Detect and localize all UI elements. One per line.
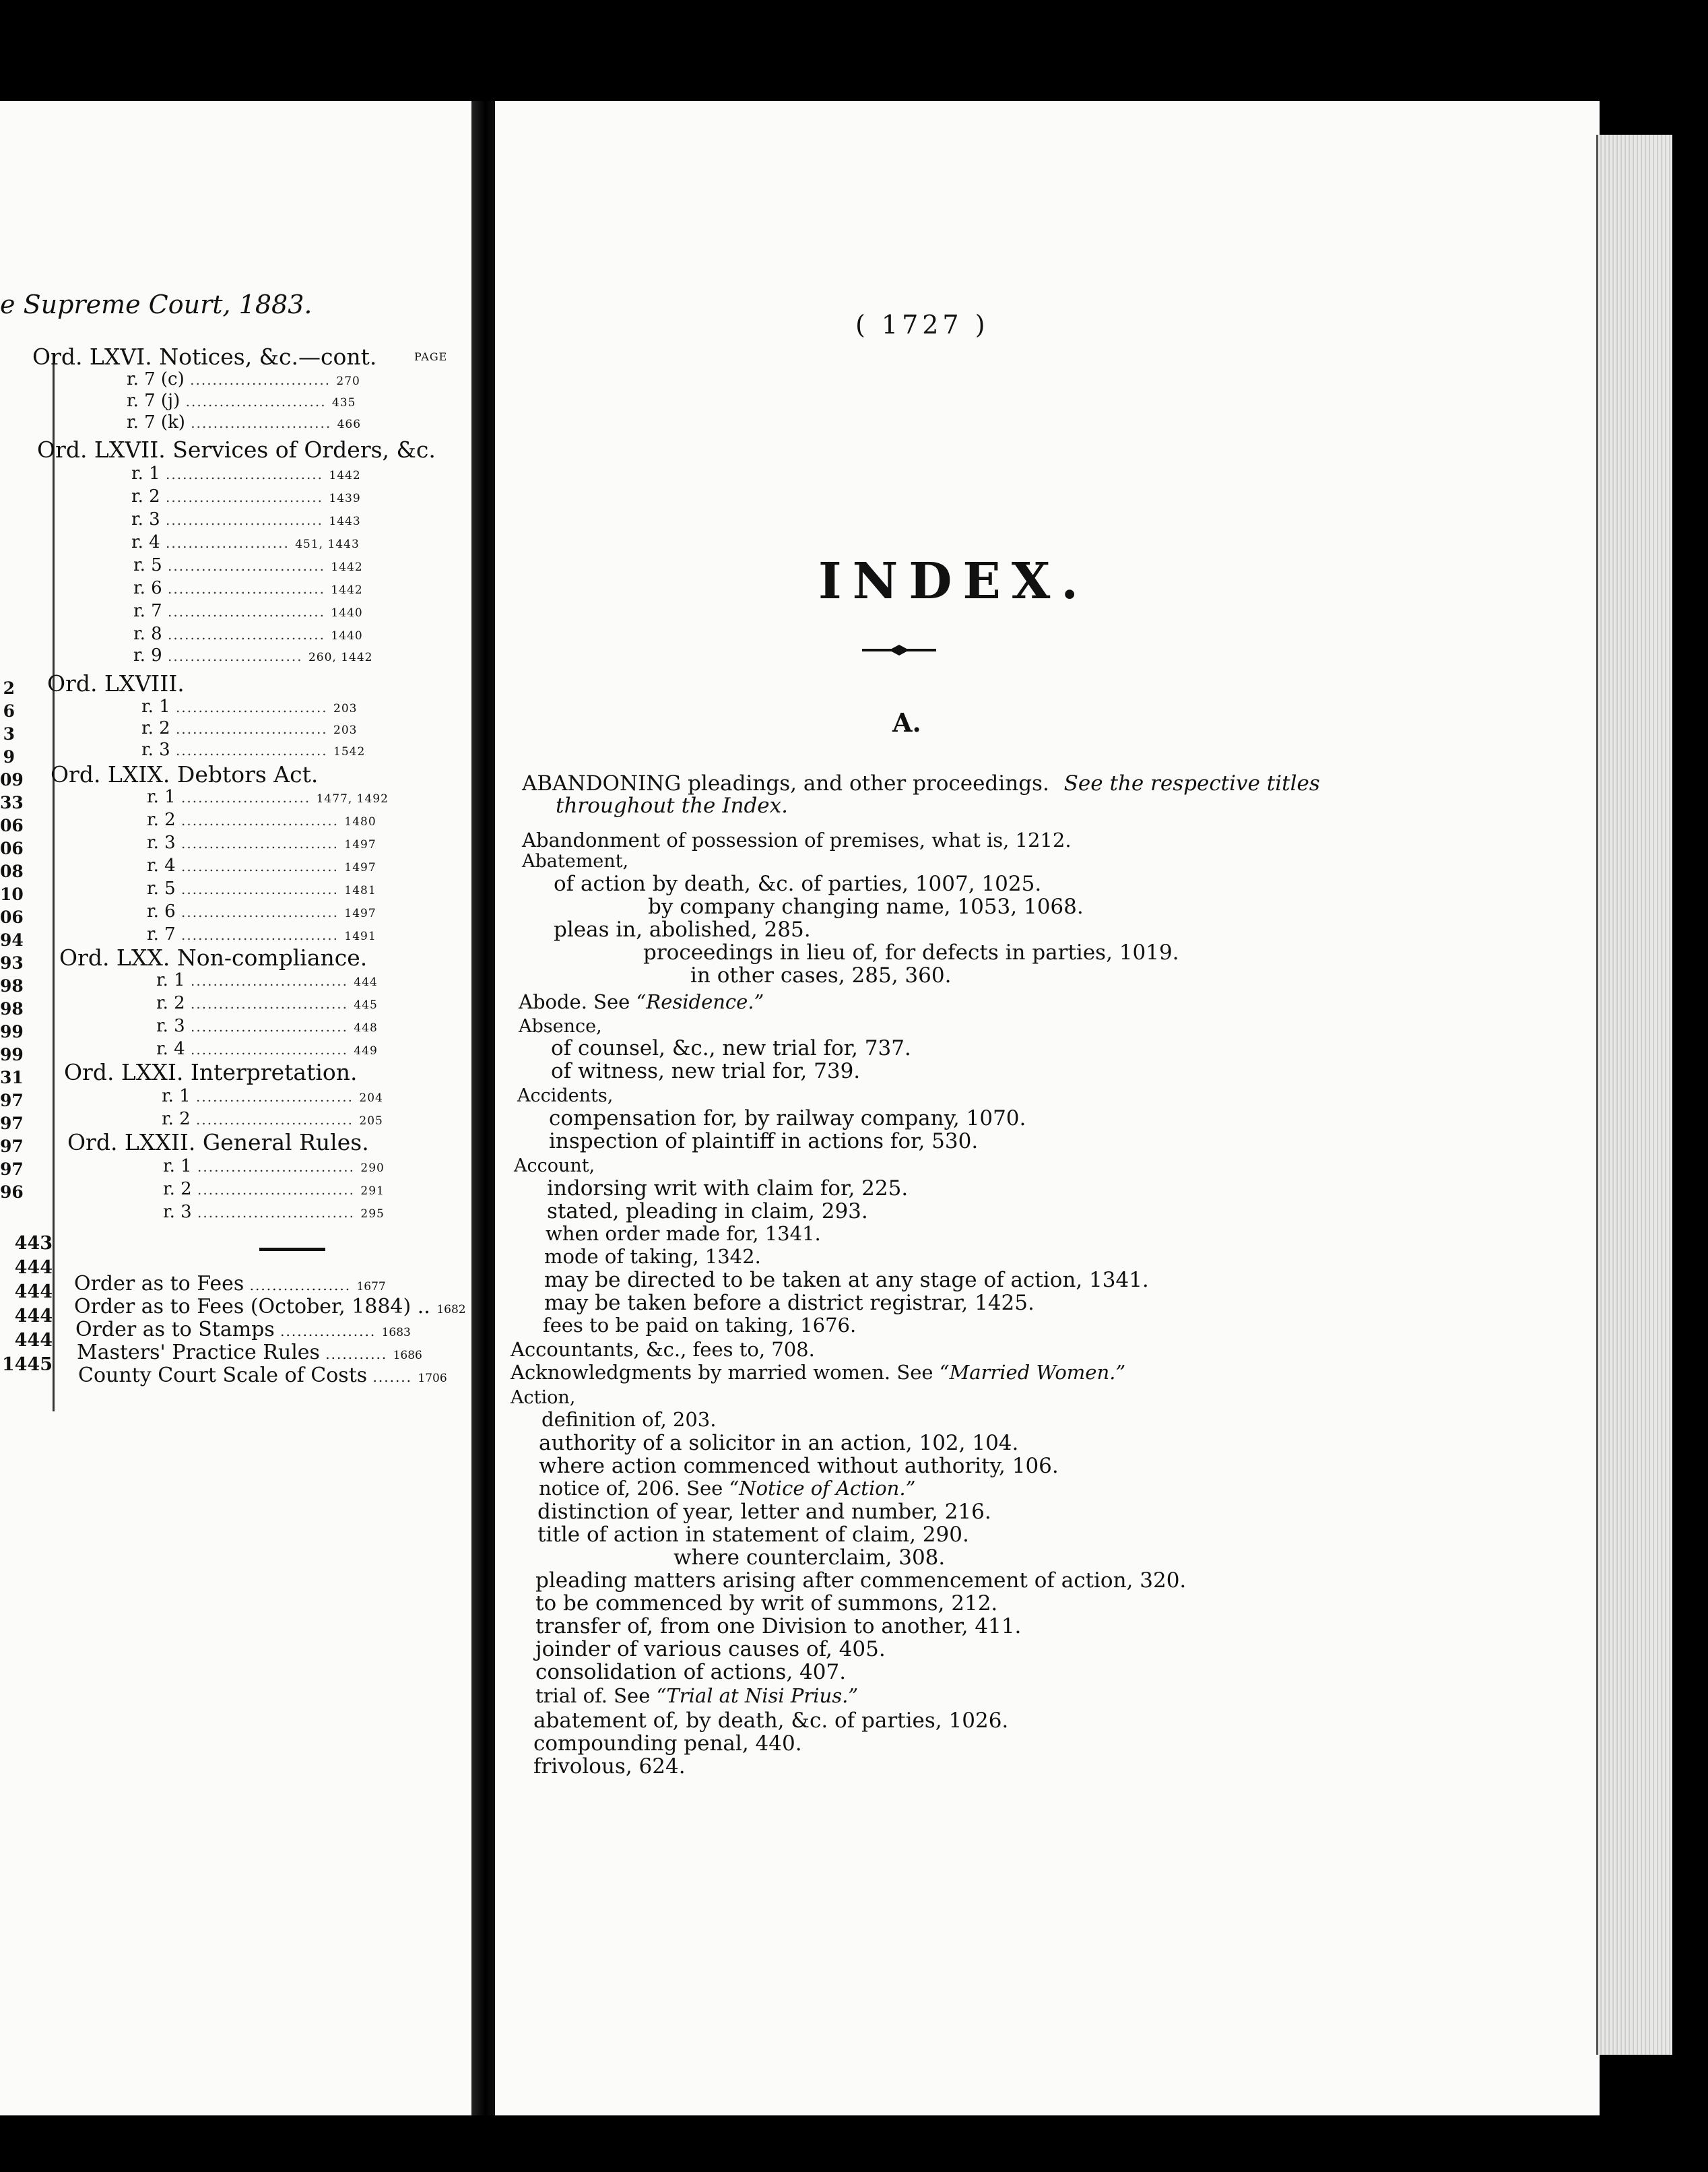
order-heading: Ord. LXVI. Notices, &c.—cont. [32,344,377,370]
index-entry: joinder of various causes of, 405. [535,1637,886,1661]
margin-number: 08 [0,862,24,881]
rule-row: r. 7 (k) ......................... 466 [127,412,362,433]
margin-number: 99 [0,1022,24,1042]
index-entry: Abatement, [522,851,629,872]
margin-number: 6 [3,701,15,721]
margin-number: 06 [0,907,24,927]
rule-row: r. 2 ............................ 1480 [147,810,376,830]
index-entry: by company changing name, 1053, 1068. [648,895,1084,919]
margin-number: 443 [14,1233,53,1254]
margin-number: 33 [0,793,24,812]
index-entry: of counsel, &c., new trial for, 737. [551,1036,911,1060]
order-heading: Ord. LXXI. Interpretation. [64,1059,358,1085]
margin-number: 97 [0,1091,24,1110]
index-entry: indorsing writ with claim for, 225. [547,1176,909,1201]
index-entry: abatement of, by death, &c. of parties, 1026. [533,1708,1009,1733]
section-divider [259,1248,325,1251]
margin-number: 31 [0,1068,24,1087]
index-entry: where action commenced without authority, 106. [539,1454,1059,1478]
rule-row: r. 7 ............................ 1491 [147,924,376,945]
fee-entry: County Court Scale of Costs ....... 1706 [78,1364,447,1387]
rule-row: r. 9 ........................ 260, 1442 [133,645,373,666]
margin-number: 9 [3,747,15,767]
rule-row: r. 2 ............................ 291 [163,1179,385,1199]
order-heading: Ord. LXVIII. [47,670,185,697]
index-entry: proceedings in lieu of, for defects in parties, 1019. [643,940,1179,965]
rule-row: r. 4 ............................ 449 [156,1039,378,1059]
index-entry: may be taken before a district registrar, 1425. [544,1291,1034,1315]
section-letter: A. [892,707,921,738]
order-heading: Ord. LXIX. Debtors Act. [51,761,319,788]
margin-number: 98 [0,999,24,1019]
rule-row: r. 7 (c) ......................... 270 [127,369,360,389]
margin-number: 444 [14,1281,53,1302]
order-heading: Ord. LXXII. General Rules. [67,1129,369,1155]
index-entry: Abode. See “Residence.” [519,990,764,1013]
index-entry: may be directed to be taken at any stage of action, 1341. [544,1268,1149,1292]
fee-entry: Order as to Stamps ................. 1683 [75,1318,411,1341]
margin-number: 06 [0,816,24,835]
order-heading: Ord. LXX. Non-compliance. [59,945,368,971]
page-number: ( 1727 ) [855,310,989,340]
index-entry: stated, pleading in claim, 293. [547,1199,868,1223]
rule-row: r. 1 ....................... 1477, 1492 [147,787,389,807]
rule-row: r. 7 ............................ 1440 [133,601,363,621]
rule-row: r. 3 ............................ 1443 [131,509,361,530]
index-entry: notice of, 206. See “Notice of Action.” [539,1477,916,1500]
index-entry: Abandonment of possession of premises, what is, 1212. [522,829,1072,852]
page-column-label: PAGE [414,350,448,363]
rule-row: r. 2 ........................... 203 [141,718,358,738]
margin-number: 10 [0,885,24,904]
index-title: INDEX. [818,552,1090,610]
index-entry: to be commenced by writ of summons, 212. [535,1591,998,1616]
left-vertical-rule [53,354,55,1411]
left-running-head: e Supreme Court, 1883. [0,290,313,319]
margin-number: 93 [0,953,24,973]
page-edges [1596,135,1672,2055]
rule-row: r. 1 ............................ 444 [156,970,378,990]
margin-number: 98 [0,976,24,996]
margin-number: 97 [0,1114,24,1133]
rule-row: r. 2 ............................ 1439 [131,486,361,507]
margin-number: 96 [0,1182,24,1202]
ornament-dash-icon [862,643,936,657]
index-entry: trial of. See “Trial at Nisi Prius.” [535,1684,859,1707]
rule-row: r. 3 ........................... 1542 [141,740,366,760]
index-entry: in other cases, 285, 360. [690,963,952,988]
book-gutter [471,101,495,2115]
index-entry: Acknowledgments by married women. See “Married Women.” [511,1361,1126,1384]
index-entry: distinction of year, letter and number, 216. [537,1500,991,1524]
index-entry: when order made for, 1341. [546,1222,821,1245]
margin-number: 09 [0,770,24,790]
index-entry: throughout the Index. [556,794,788,818]
rule-row: r. 2 ............................ 445 [156,993,378,1013]
fee-entry: Order as to Fees .................. 1677 [74,1272,386,1296]
index-entry: authority of a solicitor in an action, 102, 104. [539,1431,1019,1455]
fee-entry: Masters' Practice Rules ........... 1686 [77,1341,422,1364]
index-entry: where counterclaim, 308. [674,1545,946,1570]
margin-number: 444 [14,1306,53,1327]
rule-row: r. 6 ............................ 1497 [147,901,376,922]
index-entry: of action by death, &c. of parties, 1007, 1025. [554,872,1042,896]
index-entry: transfer of, from one Division to another, 411. [535,1614,1022,1638]
rule-row: r. 3 ............................ 295 [163,1202,385,1222]
index-entry: mode of taking, 1342. [544,1245,761,1268]
rule-row: r. 1 ............................ 290 [163,1156,385,1176]
margin-number: 06 [0,839,24,858]
rule-row: r. 3 ............................ 448 [156,1016,378,1036]
margin-number: 94 [0,930,24,950]
margin-number: 444 [14,1257,53,1278]
index-entry: Absence, [519,1016,602,1037]
margin-number: 97 [0,1159,24,1179]
margin-number: 3 [3,724,15,744]
index-entry: consolidation of actions, 407. [535,1660,847,1684]
order-heading: Ord. LXVII. Services of Orders, &c. [37,437,436,463]
index-entry: of witness, new trial for, 739. [551,1059,861,1083]
fee-entry: Order as to Fees (October, 1884) .. 1682 [74,1295,466,1318]
rule-row: r. 1 ............................ 1442 [131,464,361,484]
index-entry: pleas in, abolished, 285. [554,918,811,942]
rule-row: r. 5 ............................ 1442 [133,555,363,575]
index-entry: definition of, 203. [541,1408,717,1431]
rule-row: r. 7 (j) ......................... 435 [127,391,356,411]
index-entry: frivolous, 624. [533,1754,686,1779]
margin-number: 99 [0,1045,24,1064]
rule-row: r. 1 ........................... 203 [141,697,358,717]
index-entry: Account, [514,1155,595,1176]
index-entry: pleading matters arising after commencement of action, 320. [535,1568,1187,1593]
index-entry: Accidents, [517,1085,614,1106]
rule-row: r. 4 ............................ 1497 [147,856,376,876]
index-entry: fees to be paid on taking, 1676. [543,1314,857,1337]
index-entry: compensation for, by railway company, 1070. [549,1106,1026,1130]
rule-row: r. 5 ............................ 1481 [147,879,376,899]
rule-row: r. 6 ............................ 1442 [133,578,363,598]
index-entry: title of action in statement of claim, 290. [537,1523,969,1547]
index-entry: compounding penal, 440. [533,1731,802,1756]
rule-row: r. 8 ............................ 1440 [133,624,363,644]
margin-number: 97 [0,1137,24,1156]
margin-number: 2 [3,678,15,698]
index-entry: Action, [511,1387,576,1408]
rule-row: r. 1 ............................ 204 [162,1086,383,1106]
margin-number: 444 [14,1330,53,1351]
index-entry: inspection of plaintiff in actions for, 530. [549,1129,979,1153]
index-entry: Accountants, &c., fees to, 708. [511,1338,815,1361]
rule-row: r. 2 ............................ 205 [162,1109,383,1129]
rule-row: r. 4 ...................... 451, 1443 [131,532,360,552]
margin-number: 1445 [1,1354,53,1375]
rule-row: r. 3 ............................ 1497 [147,833,376,853]
index-entry: ABANDONING pleadings, and other proceedings. See the respective titles [522,771,1320,796]
